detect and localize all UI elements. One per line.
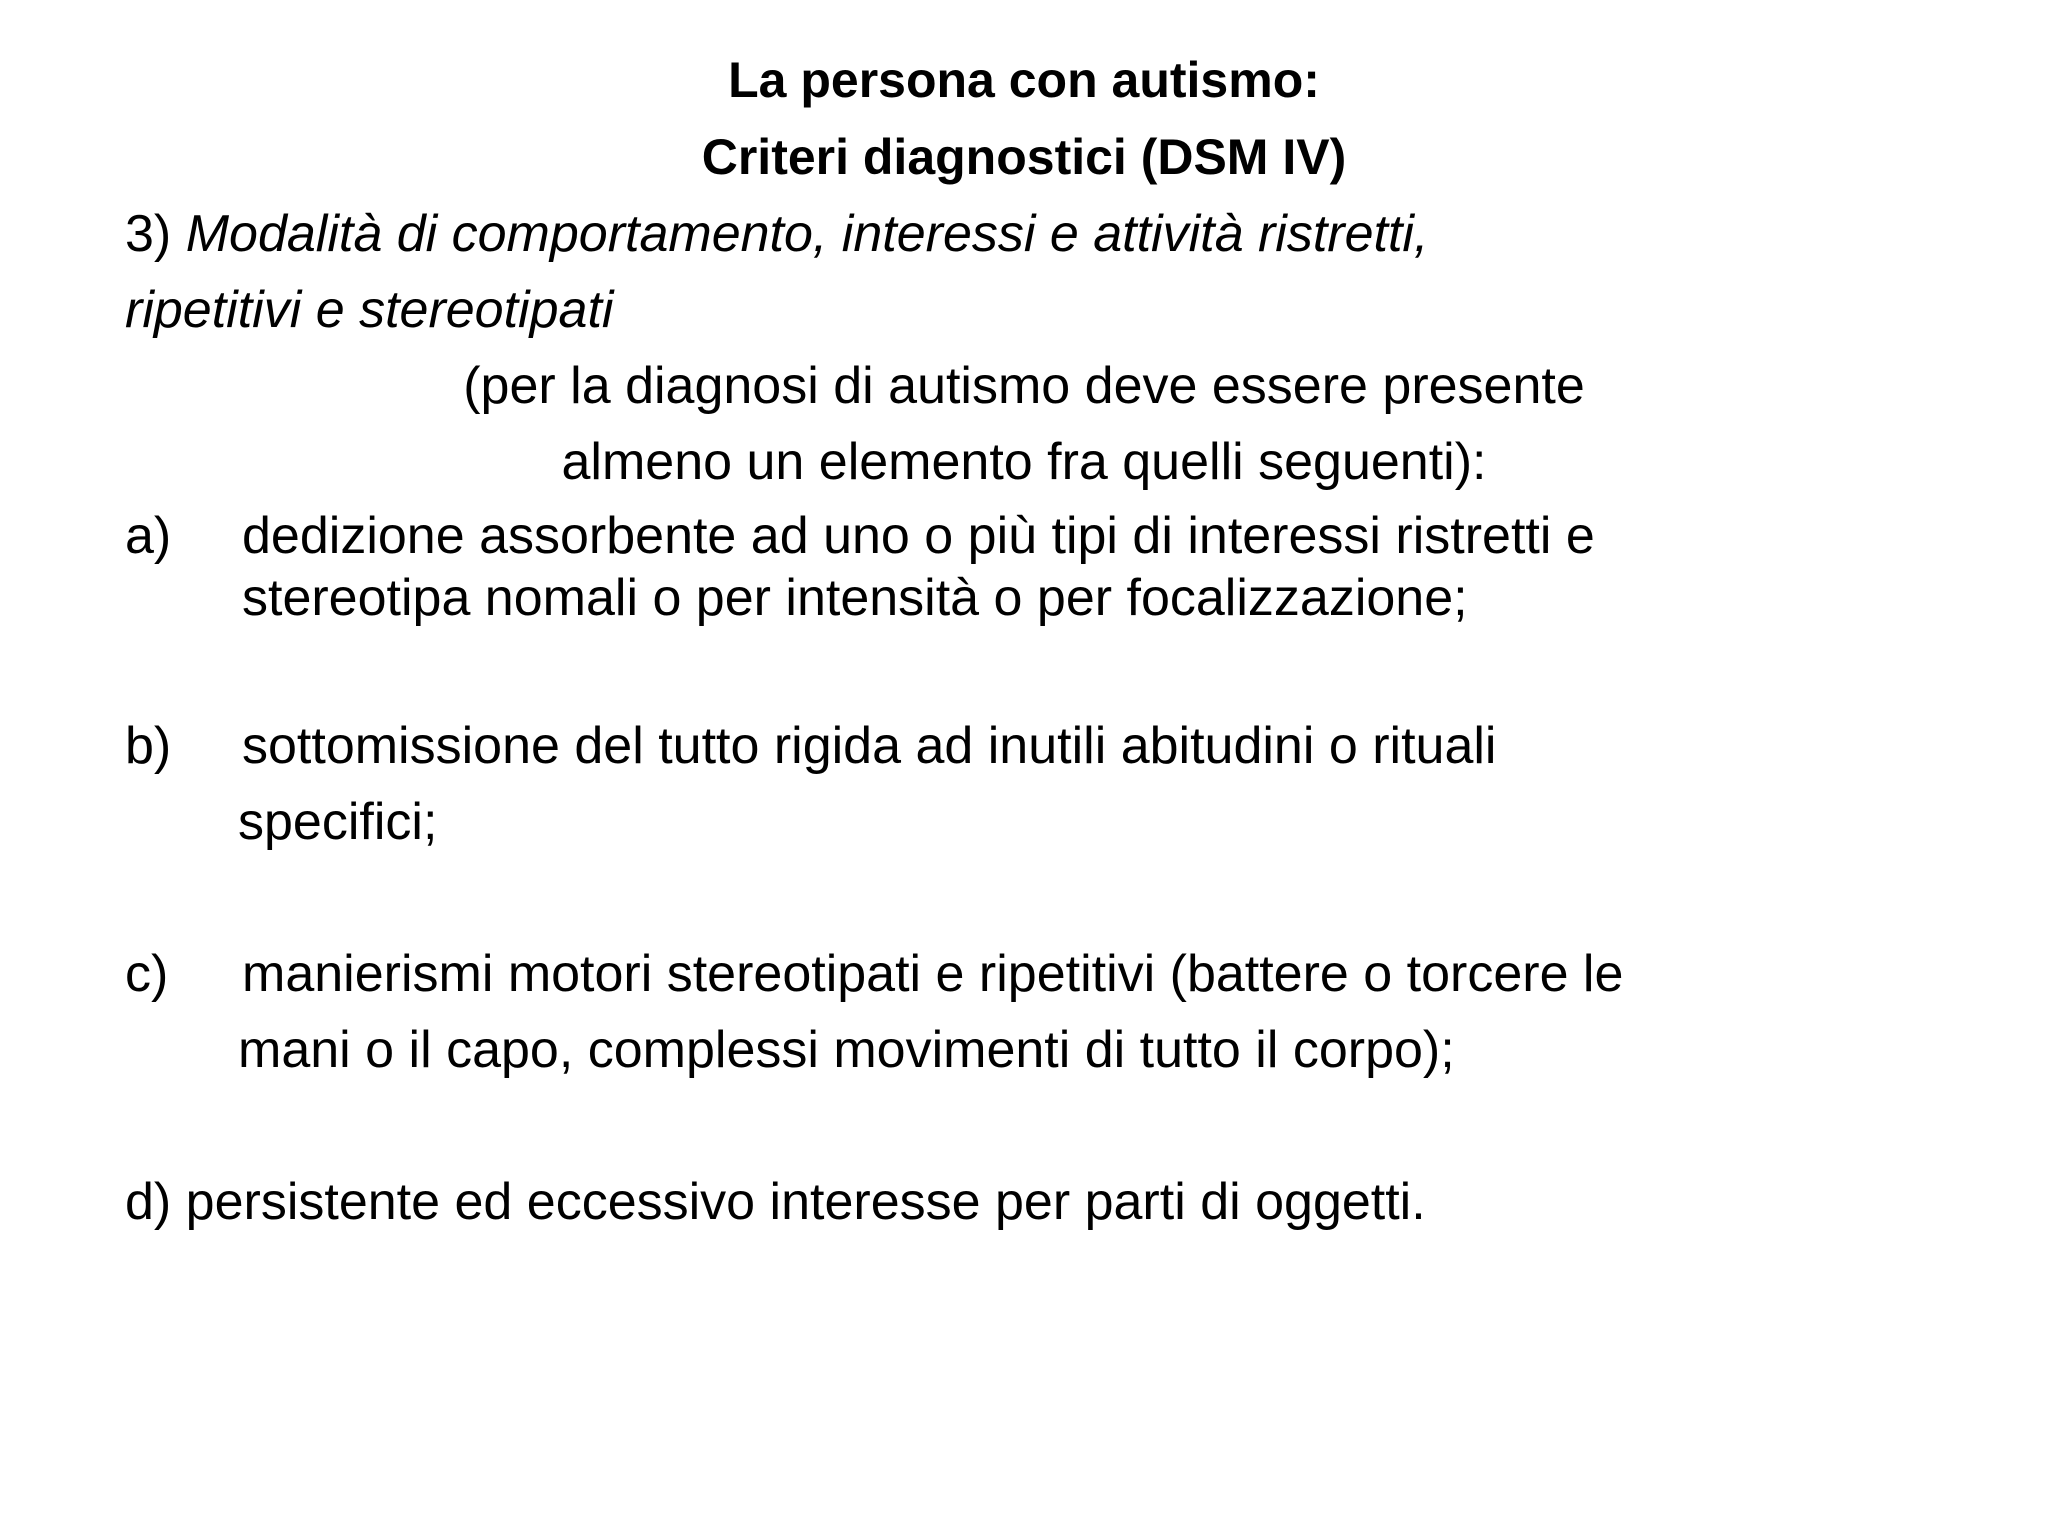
criterion-heading-line-2: ripetitivi e stereotipati	[125, 281, 614, 339]
item-a-line-1: dedizione assorbente ad uno o più tipi di interessi ristretti e	[242, 507, 1595, 565]
item-b-line-1: sottomissione del tutto rigida ad inutili abitudini o rituali	[242, 717, 1497, 775]
criterion-number: 3)	[125, 205, 172, 263]
criterion-note-line-2: almeno un elemento fra quelli seguenti):	[561, 433, 1487, 491]
item-d-line: d) persistente ed eccessivo interesse per parti di oggetti.	[125, 1173, 1426, 1231]
slide-title-line-1: La persona con autismo:	[728, 52, 1320, 108]
criterion-heading-text-1: Modalità di comportamento, interessi e attività ristretti,	[185, 205, 1429, 263]
item-c-marker: c)	[125, 945, 169, 1003]
item-c-line-1: manierismi motori stereotipati e ripetitivi (battere o torcere le	[242, 945, 1624, 1003]
item-b-line-2: specifici;	[238, 793, 438, 851]
item-c-line-2: mani o il capo, complessi movimenti di tutto il corpo);	[238, 1021, 1455, 1079]
item-b-marker: b)	[125, 717, 172, 775]
item-a-line-2: stereotipa nomali o per intensità o per focalizzazione;	[242, 569, 1468, 627]
slide-title-line-2: Criteri diagnostici (DSM IV)	[701, 129, 1347, 185]
item-a-marker: a)	[125, 507, 172, 565]
criterion-heading-line-1	[125, 203, 1428, 265]
criterion-note-line-1: (per la diagnosi di autismo deve essere presente	[463, 357, 1585, 415]
